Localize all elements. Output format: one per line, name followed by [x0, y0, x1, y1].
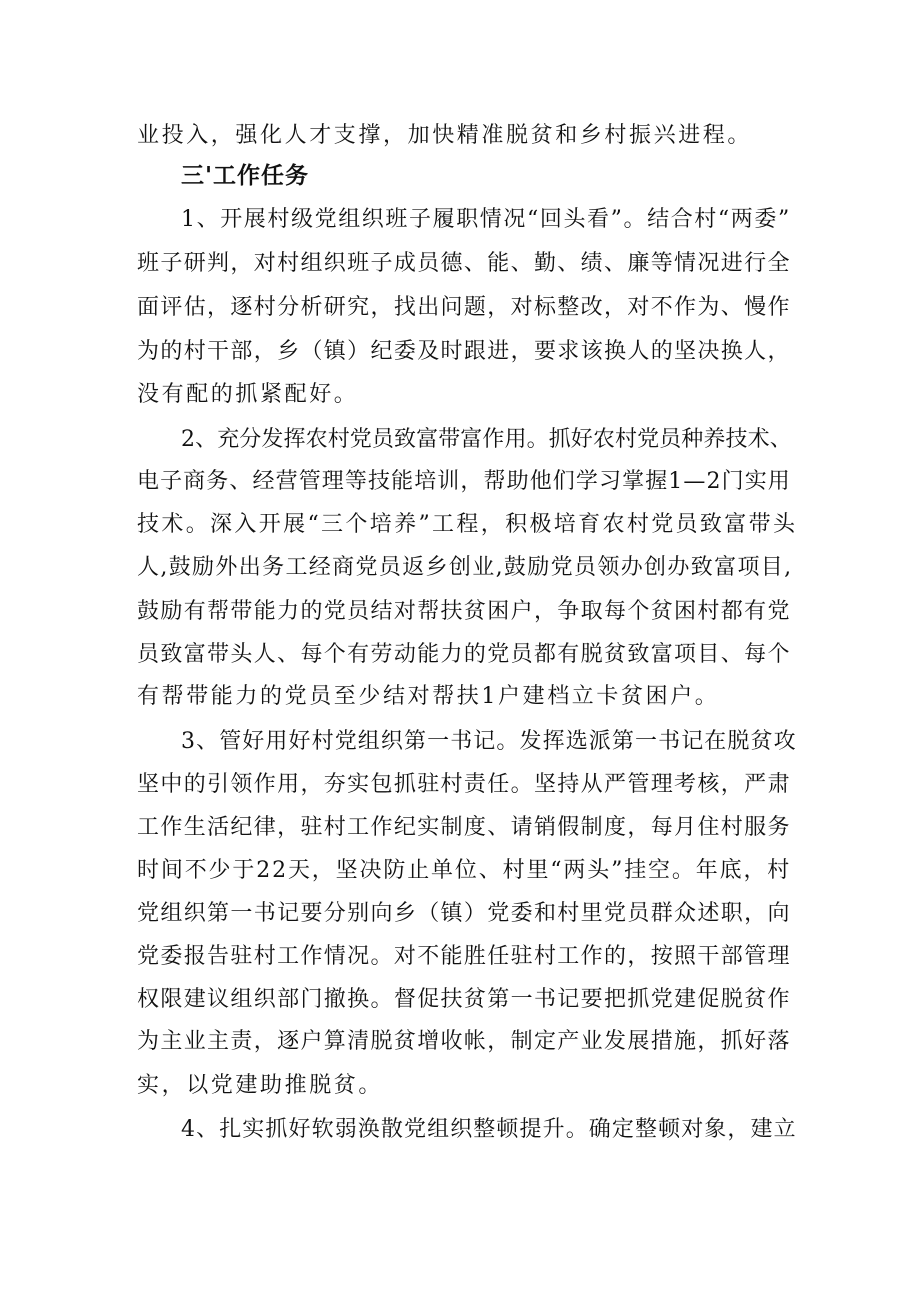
paragraph-line: 有帮带能力的党员至少结对帮扶1户建档立卡贫困户。	[137, 684, 720, 709]
paragraph-line: 员致富带头人、每个有劳动能力的党员都有脱贫致富项目、每个	[137, 642, 791, 667]
paragraph-line: 班子研判，对村组织班子成员德、能、勤、绩、廉等情况进行全	[137, 251, 791, 276]
paragraph-line: 工作生活纪律，驻村工作纪实制度、请销假制度，每月住村服务	[137, 815, 791, 840]
paragraph-line: 4、扎实抓好软弱涣散党组织整顿提升。确定整顿对象，建立	[181, 1117, 797, 1142]
paragraph-line: 时间不少于22天，坚决防止单位、村里“两头”挂空。年底，村	[137, 858, 792, 883]
paragraph-line: 鼓励有帮带能力的党员结对帮扶贫困户，争取每个贫困村都有党	[137, 599, 791, 624]
paragraph-line: 为的村干部，乡（镇）纪委及时跟进，要求该换人的坚决换人，	[137, 339, 791, 364]
carryover-line: 业投入，强化人才支撑，加快精准脱贫和乡村振兴进程。	[137, 123, 753, 148]
paragraph-line: 为主业主责，逐户算清脱贫增收帐，制定产业发展措施，抓好落	[137, 1029, 791, 1054]
paragraph-line: 人,鼓励外出务工经商党员返乡创业,鼓励党员领办创办致富项目,	[137, 555, 793, 580]
paragraph-line: 党组织第一书记要分别向乡（镇）党委和村里党员群众述职，向	[137, 901, 791, 926]
paragraph-line: 3、管好用好村党组织第一书记。发挥选派第一书记在脱贫攻	[181, 729, 797, 754]
paragraph-line: 技术。深入开展“三个培养”工程，积极培育农村党员致富带头	[137, 512, 798, 537]
section-heading: 三'工作任务	[181, 163, 310, 189]
paragraph-line: 没有配的抓紧配好。	[137, 382, 359, 407]
paragraph-line: 实，以党建助推脱贫。	[137, 1073, 384, 1098]
paragraph-line: 1、开展村级党组织班子履职情况“回头看”。结合村“两委”	[181, 207, 791, 232]
paragraph-line: 面评估，逐村分析研究，找出问题，对标整改，对不作为、慢作	[137, 295, 791, 320]
paragraph-line: 坚中的引领作用，夯实包抓驻村责任。坚持从严管理考核，严肃	[137, 772, 791, 797]
paragraph-line: 党委报告驻村工作情况。对不能胜任驻村工作的，按照干部管理	[137, 944, 791, 969]
paragraph-line: 2、充分发挥农村党员致富带富作用。抓好农村党员种养技术、	[181, 427, 792, 452]
paragraph-line: 电子商务、经营管理等技能培训，帮助他们学习掌握1—2门实用	[137, 469, 791, 494]
paragraph-line: 权限建议组织部门撤换。督促扶贫第一书记要把抓党建促脱贫作	[137, 987, 791, 1012]
